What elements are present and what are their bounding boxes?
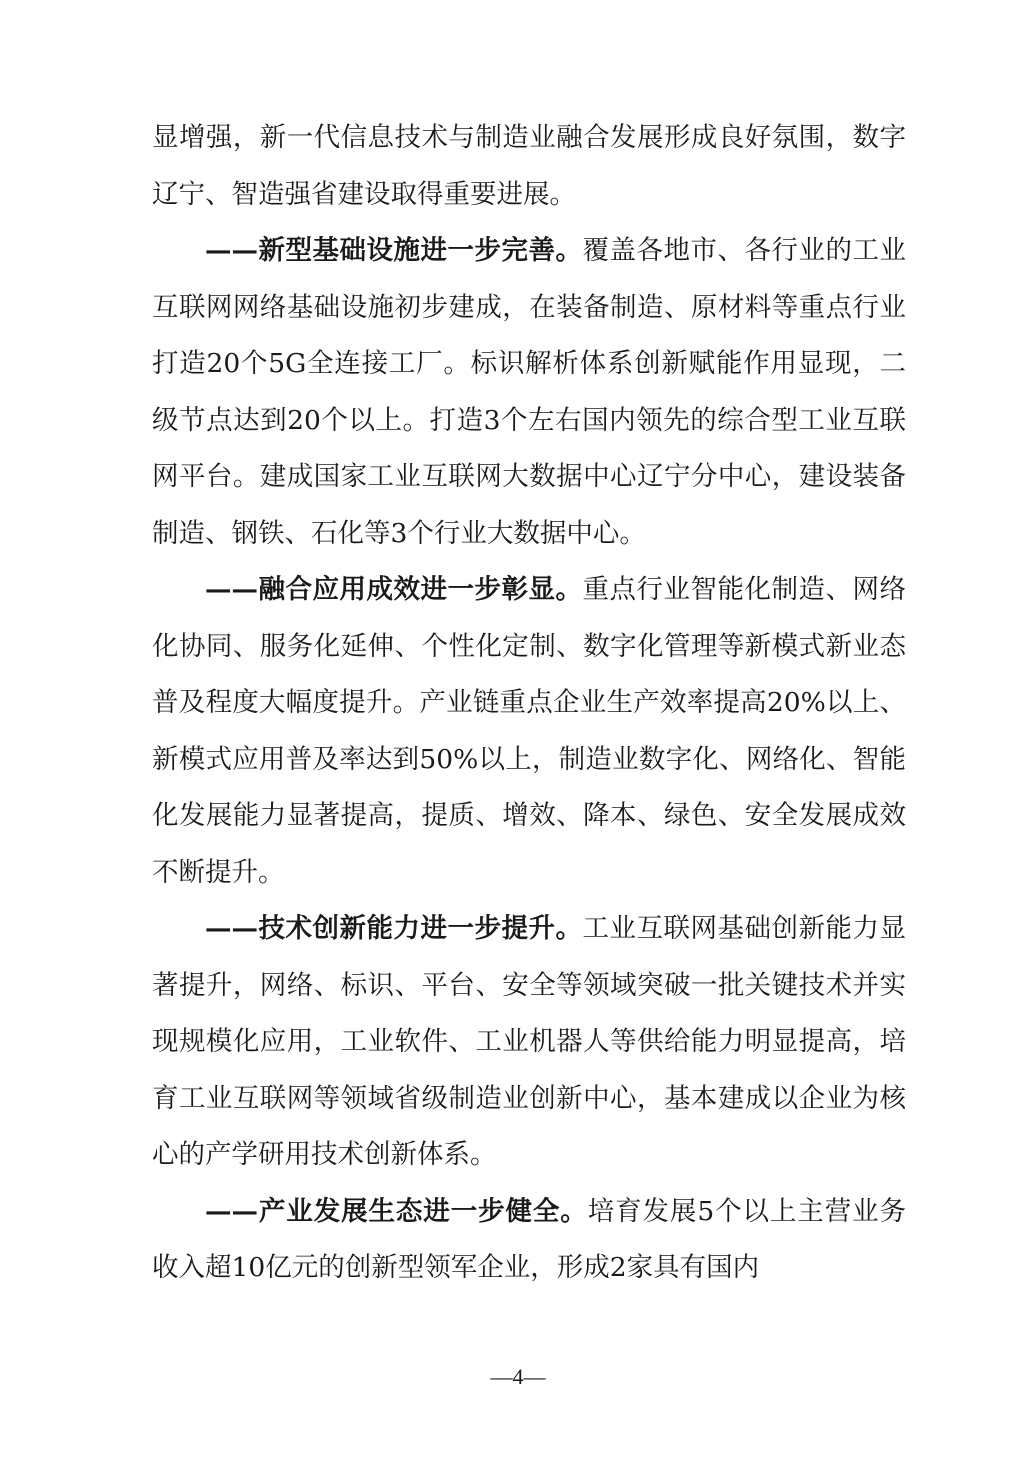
paragraph-text: 重点行业智能化制造、网络化协同、服务化延伸、个性化定制、数字化管理等新模式新业态普及程度大幅度提升。产业链重点企业生产效率提高20%以上、新模式应用普及率达到50%以上，制造业数字化、网络化、智能化发展能力显著提高，提质、增效、降本、绿色、安全发展成效不断提升。 (152, 574, 906, 888)
paragraph-innovation (152, 901, 906, 1184)
paragraph-heading: ——产业发展生态进一步健全。 (205, 1195, 588, 1227)
paragraph-heading: ——融合应用成效进一步彰显。 (205, 574, 583, 605)
page-number: —4— (490, 1364, 546, 1389)
paragraph-text: 显增强，新一代信息技术与制造业融合发展形成良好氛围，数字辽宁、智造强省建设取得重要进展。 (152, 122, 906, 210)
paragraph-text: 培育发展5个以上主营业务收入超10亿元的创新型领军企业，形成2家具有国内 (152, 1195, 906, 1283)
paragraph-infrastructure (152, 223, 906, 562)
paragraph-text: 覆盖各地市、各行业的工业互联网网络基础设施初步建成，在装备制造、原材料等重点行业打造20个5G全连接工厂。标识解析体系创新赋能作用显现，二级节点达到20个以上。打造3个左右国内领先的综合型工业互联网平台。建成国家工业互联网大数据中心辽宁分中心，建设装备制造、钢铁、石化等3个行业大数据中心。 (152, 235, 906, 549)
paragraph-integration (152, 562, 906, 901)
paragraph-heading: ——新型基础设施进一步完善。 (205, 235, 583, 266)
paragraph-heading: ——技术创新能力进一步提升。 (205, 913, 583, 944)
paragraph-ecosystem (152, 1184, 906, 1297)
body-text (152, 110, 906, 1297)
paragraph-text: 工业互联网基础创新能力显著提升，网络、标识、平台、安全等领域突破一批关键技术并实现规模化应用，工业软件、工业机器人等供给能力明显提高，培育工业互联网等领域省级制造业创新中心，基本建成以企业为核心的产学研用技术创新体系。 (152, 913, 906, 1170)
paragraph-continuation (152, 110, 906, 223)
